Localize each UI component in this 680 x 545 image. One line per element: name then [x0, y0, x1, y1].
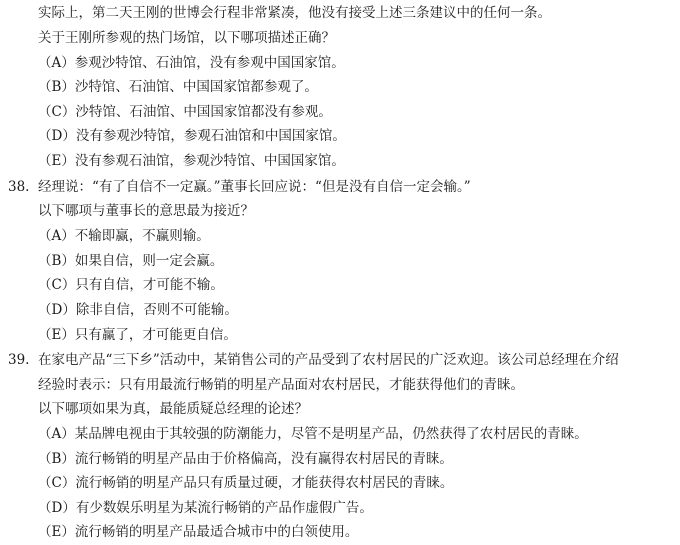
q37-option-c: （C）沙特馆、石油馆、中国国家馆都没有参观。 [38, 104, 332, 120]
q38-option-b: （B）如果自信，则一定会赢。 [38, 253, 224, 269]
q38-option-a: （A）不输即赢，不赢则输。 [38, 228, 210, 244]
q39-stem-line-2: 经验时表示：只有用最流行畅销的明星产品面对农村居民，才能获得他们的青睐。 [38, 377, 524, 393]
q37-stem-tail: 实际上，第二天王刚的世博会行程非常紧凑，他没有接受上述三条建议中的任何一条。 [38, 5, 551, 21]
q37-prompt: 关于王刚所参观的热门场馆，以下哪项描述正确？ [38, 30, 335, 46]
q38-option-d: （D）除非自信，否则不可能输。 [38, 302, 238, 318]
q38-prompt: 以下哪项与董事长的意思最为接近？ [38, 203, 254, 219]
q39-prompt: 以下哪项如果为真，最能质疑总经理的论述？ [38, 401, 308, 417]
q39-option-d: （D）有少数娱乐明星为某流行畅销的产品作虚假广告。 [38, 500, 373, 516]
q39-number: 39. [8, 352, 30, 368]
q38-number: 38. [8, 179, 30, 195]
q37-option-b: （B）沙特馆、石油馆、中国国家馆都参观了。 [38, 79, 318, 95]
q37-option-d: （D）没有参观沙特馆，参观石油馆和中国国家馆。 [38, 128, 346, 144]
q38-stem: 经理说：“有了自信不一定赢。”董事长回应说：“但是没有自信一定会输。” [38, 179, 471, 195]
q38-option-c: （C）只有自信，才可能不输。 [38, 277, 224, 293]
q39-stem-line-1: 在家电产品“三下乡”活动中，某销售公司的产品受到了农村居民的广泛欢迎。该公司总经理在介绍 [38, 352, 619, 368]
q39-option-e: （E）流行畅销的明星产品最适合城市中的白领使用。 [38, 524, 359, 540]
q39-option-b: （B）流行畅销的明星产品由于价格偏高，没有赢得农村居民的青睐。 [38, 451, 453, 467]
q37-option-a: （A）参观沙特馆、石油馆，没有参观中国国家馆。 [38, 55, 345, 71]
q39-option-a: （A）某品牌电视由于其较强的防潮能力，尽管不是明星产品，仍然获得了农村居民的青睐。 [38, 426, 588, 442]
q37-option-e: （E）没有参观石油馆，参观沙特馆、中国国家馆。 [38, 153, 345, 169]
q38-option-e: （E）只有赢了，才可能更自信。 [38, 327, 237, 343]
q39-option-c: （C）流行畅销的明星产品只有质量过硬，才能获得农村居民的青睐。 [38, 475, 454, 491]
